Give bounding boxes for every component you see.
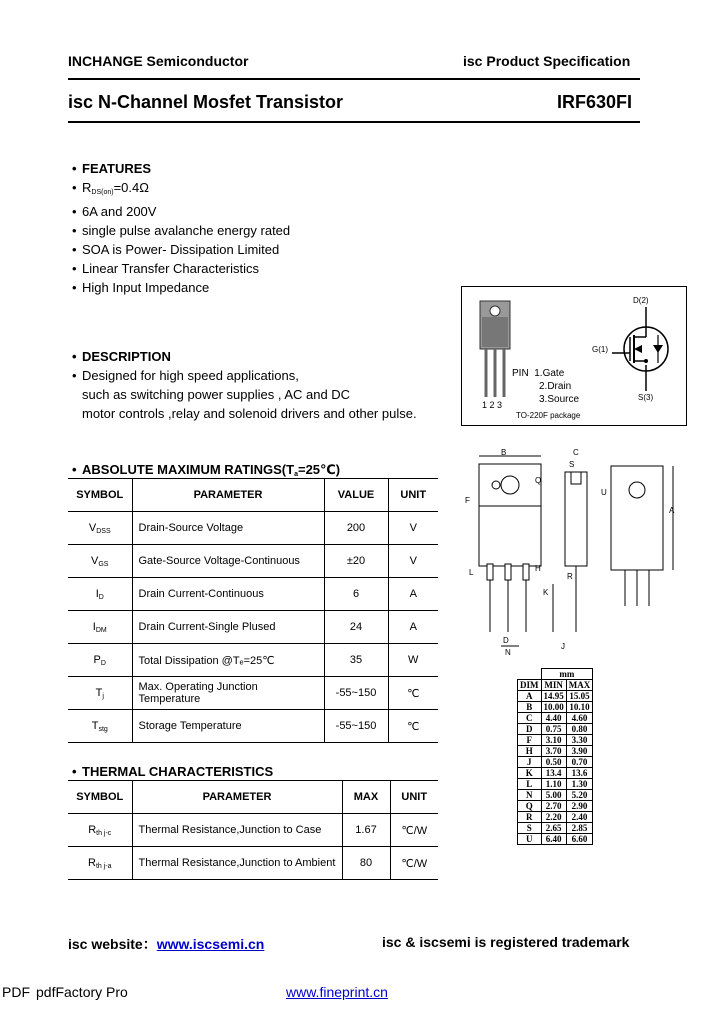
pin-list: PIN 1.Gate 2.Drain 3.Source	[512, 368, 580, 405]
thermal-row	[68, 814, 438, 847]
abs-max-heading: • ABSOLUTE MAXIMUM $RATINGS(T_a=25℃)$	[72, 462, 341, 478]
value-cell: ±20	[324, 545, 388, 578]
unit-cell: ℃/W	[390, 814, 438, 847]
parameter-cell: Drain-Source Voltage	[132, 512, 324, 545]
symbol-cell: $R_{th j-a}$	[68, 847, 132, 880]
parameter-cell: Max. Operating Junction Temperature	[132, 677, 324, 710]
unit-cell: A	[388, 578, 438, 611]
dim-label-b: B	[501, 448, 507, 457]
dimension-row: R 2.20 2.40	[518, 812, 593, 823]
unit-cell: W	[388, 644, 438, 677]
unit-cell: A	[388, 611, 438, 644]
unit-cell: V	[388, 545, 438, 578]
value-cell: -55~150	[324, 677, 388, 710]
description-text: • Designed for high speed applications, such as switching power supplies , AC and DC motor controls ,relay and solenoid drivers and other pulse.	[72, 368, 417, 421]
parameter-cell: Storage Temperature	[132, 710, 324, 743]
dimension-table-wrap	[517, 668, 593, 845]
dimension-row: Q 2.70 2.90	[518, 801, 593, 812]
feature-item: • Linear Transfer Characteristics	[72, 261, 260, 276]
dimension-row: K 13.4 13.6	[518, 768, 593, 779]
dim-label-a: A	[669, 506, 675, 515]
thermal-row	[68, 847, 438, 880]
dim-label-h: H	[535, 564, 541, 573]
value-cell: 35	[324, 644, 388, 677]
value-cell: -55~150	[324, 710, 388, 743]
dimension-row: A 14.95 15.05	[518, 691, 593, 702]
package-outline-drawing	[461, 446, 685, 662]
symbol-cell: $T_{stg}$	[68, 710, 132, 743]
part-number: IRF630FI	[557, 92, 633, 112]
parameter-cell: Drain Current-Single Plused	[132, 611, 324, 644]
unit-cell: ℃	[388, 677, 438, 710]
dim-label-n: N	[505, 648, 511, 657]
product-title: isc N-Channel Mosfet Transistor	[68, 92, 344, 112]
header-rule-top	[68, 78, 640, 80]
feature-item: • single pulse avalanche energy rated	[72, 223, 291, 238]
company-name: INCHANGE Semiconductor	[68, 53, 249, 69]
dimension-row: B 10.00 10.10	[518, 702, 593, 713]
dim-label-c: C	[573, 448, 579, 457]
features-heading: • FEATURES	[72, 161, 152, 176]
fineprint-link[interactable]: www.fineprint.cn	[286, 984, 388, 1000]
thermal-table-wrap	[68, 780, 438, 880]
pin-numbers: 1 2 3	[482, 400, 503, 410]
symbol-cell: $V_{GS}$	[68, 545, 132, 578]
abs-max-row	[68, 512, 438, 545]
dim-label-l: L	[469, 568, 474, 577]
dimension-row: L 1.10 1.30	[518, 779, 593, 790]
dim-label-s: S	[569, 460, 575, 469]
drain-label: D(2)	[633, 296, 649, 305]
symbol-cell: $P_D$	[68, 644, 132, 677]
trademark-text: isc & iscsemi is registered trademark	[382, 934, 630, 950]
value-cell: 24	[324, 611, 388, 644]
parameter-cell: Total Dissipation @Tₑ=25℃	[132, 644, 324, 677]
abs-max-row	[68, 644, 438, 677]
feature-rds: • $R_{DS(on)}=0.4\Omega$	[72, 180, 149, 196]
website-link[interactable]: www.iscsemi.cn	[156, 936, 265, 952]
abs-max-row	[68, 611, 438, 644]
unit-cell: ℃	[388, 710, 438, 743]
description-heading: • DESCRIPTION	[72, 349, 171, 364]
symbol-cell: $T_j$	[68, 677, 132, 710]
dim-label-k: K	[543, 588, 549, 597]
abs-max-row	[68, 578, 438, 611]
dim-label-d: D	[503, 636, 509, 645]
parameter-cell: Gate-Source Voltage-Continuous	[132, 545, 324, 578]
dimension-row: N 5.00 5.20	[518, 790, 593, 801]
dim-label-j: J	[561, 642, 565, 651]
dimension-table: mm DIM MIN MAX A 14.95 15.05 B 10.00 10.10 C 4.40 4.60 D 0.75 0.80 F 3.10 3.30 H 3.70 3.90 J 0.50 0.70 K 13.4 13.6 L 1.10 1.30 N 5.00 5.20 Q 2.70 2.90 R 2.20 2.40 S 2.65 2.85 U 6.40 6.60	[517, 668, 593, 845]
symbol-cell: $I_{DM}$	[68, 611, 132, 644]
value-cell: 6	[324, 578, 388, 611]
package-pinout-box	[461, 286, 687, 426]
symbol-cell: $I_D$	[68, 578, 132, 611]
abs-max-row	[68, 545, 438, 578]
feature-item: • 6A and 200V	[72, 204, 157, 219]
mechanical-drawing	[461, 446, 685, 662]
dimension-row: S 2.65 2.85	[518, 823, 593, 834]
gate-label: G(1)	[592, 345, 608, 354]
dimension-row: H 3.70 3.90	[518, 746, 593, 757]
thermal-heading: • THERMAL CHARACTERISTICS	[72, 764, 274, 779]
dimension-row: C 4.40 4.60	[518, 713, 593, 724]
value-cell: 1.67	[342, 814, 390, 847]
dim-label-f: F	[465, 496, 470, 505]
website-line: isc website：www.iscsemi.cn	[68, 936, 265, 952]
value-cell: 80	[342, 847, 390, 880]
abs-max-table: SYMBOL PARAMETER VALUE UNIT $V_{DSS}$ Drain-Source Voltage 200 V $V_{GS}$ Gate-Source Voltage-Continuous ±20 V $I_D$ Drain Current-Continuous 6 A $I_{DM}$ Drain Current-Single Plused 24 A $P_D$ Total Dissipation @Tₑ=25℃ 35 W $T_j$ Max. Operating Junction Temperature -55~150 ℃ $T_{stg}$ Storage Temperature -55~150 ℃	[68, 479, 438, 743]
thermal-table: SYMBOL PARAMETER MAX UNIT $R_{th j-c}$ Thermal Resistance,Junction to Case 1.67 ℃/W $R_{th j-a}$ Thermal Resistance,Junction to Ambient 80 ℃/W	[68, 781, 438, 880]
abs-max-table-wrap	[68, 478, 438, 743]
package-name: TO-220F package	[516, 411, 581, 420]
unit-cell: ℃/W	[390, 847, 438, 880]
dimension-row: U 6.40 6.60	[518, 834, 593, 845]
source-label: S(3)	[638, 393, 654, 402]
unit-cell: V	[388, 512, 438, 545]
feature-item: • SOA is Power- Dissipation Limited	[72, 242, 280, 257]
parameter-cell: Thermal Resistance,Junction to Case	[132, 814, 342, 847]
parameter-cell: Thermal Resistance,Junction to Ambient	[132, 847, 342, 880]
dim-label-u: U	[601, 488, 607, 497]
pdffactory-label: pdfFactory Pro	[36, 984, 128, 1000]
feature-item: • High Input Impedance	[72, 280, 210, 295]
dim-label-q: Q	[535, 476, 542, 485]
symbol-cell: $V_{DSS}$	[68, 512, 132, 545]
dimension-row: D 0.75 0.80	[518, 724, 593, 735]
symbol-cell: $R_{th j-c}$	[68, 814, 132, 847]
dimension-row: J 0.50 0.70	[518, 757, 593, 768]
abs-max-row	[68, 677, 438, 710]
dimension-row: F 3.10 3.30	[518, 735, 593, 746]
features-list	[72, 178, 290, 297]
header-rule-bottom	[68, 121, 640, 123]
pdf-label: PDF	[2, 984, 30, 1000]
dim-label-r: R	[567, 572, 573, 581]
spec-label: isc Product Specification	[463, 53, 631, 69]
abs-max-row	[68, 710, 438, 743]
value-cell: 200	[324, 512, 388, 545]
dim-unit: mm	[541, 669, 593, 680]
parameter-cell: Drain Current-Continuous	[132, 578, 324, 611]
